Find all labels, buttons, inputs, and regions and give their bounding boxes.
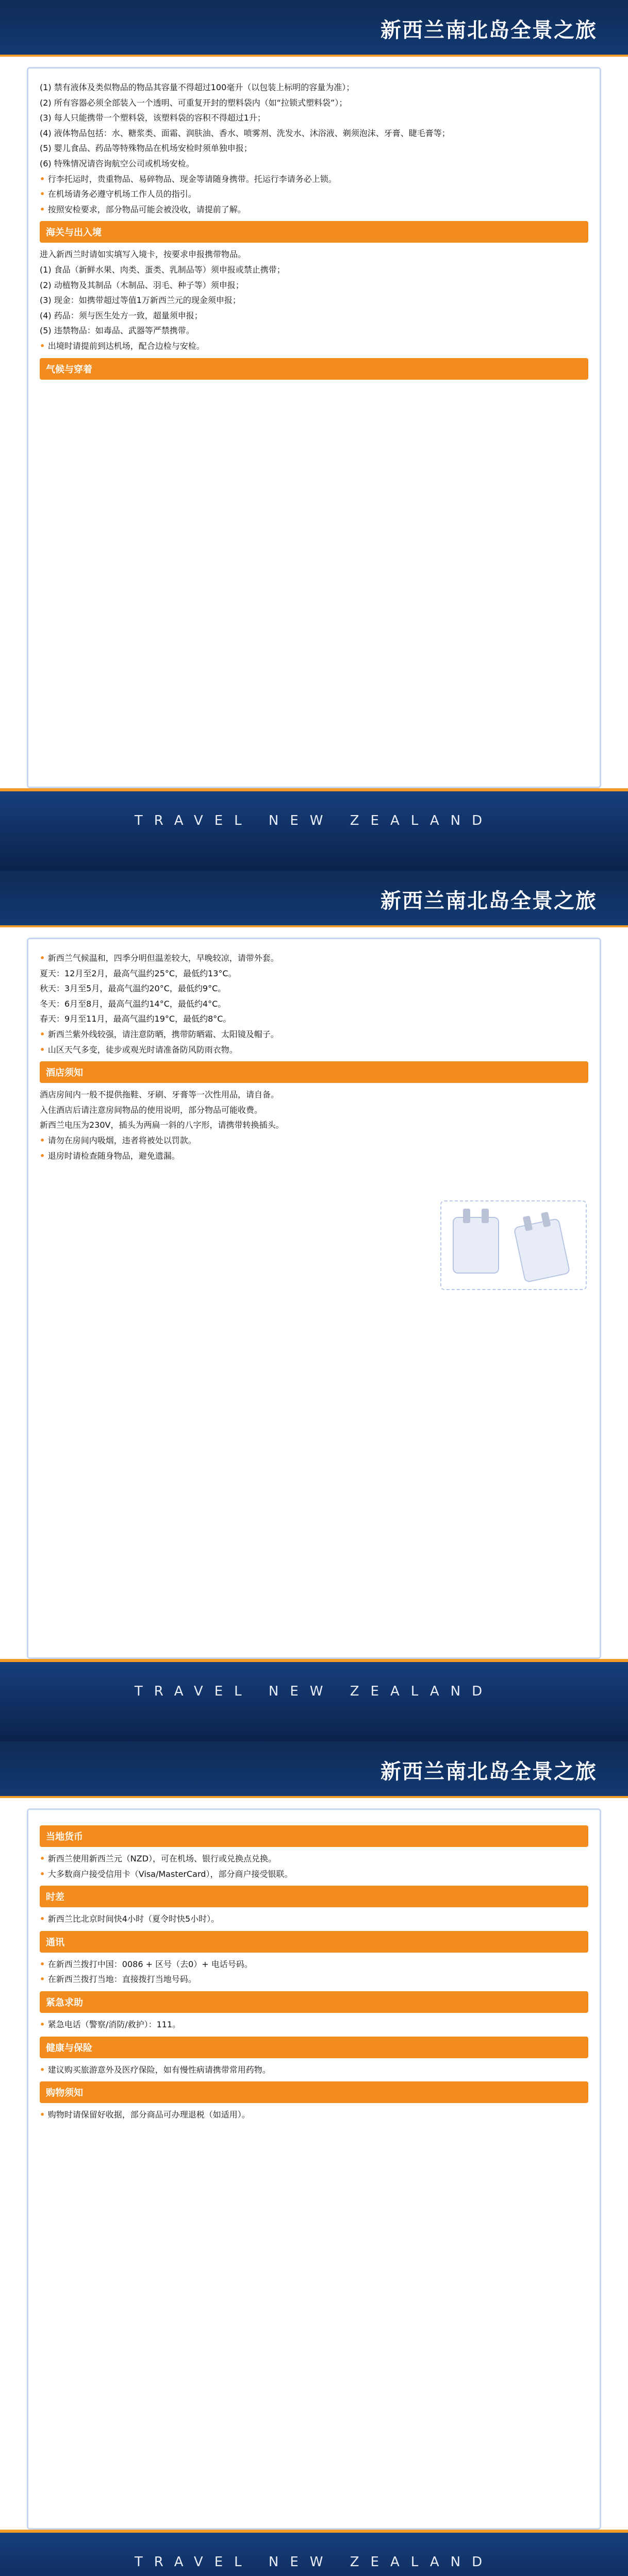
section-title: 时差 bbox=[40, 1886, 588, 1907]
footer-divider bbox=[0, 1659, 628, 1662]
text-line: 进入新西兰时请如实填写入境卡，按要求申报携带物品。 bbox=[40, 249, 246, 260]
bullet-item: • 按照安检要求，部分物品可能会被没收，请提前了解。 bbox=[40, 203, 588, 216]
text-line: (5) 违禁物品：如毒品、武器等严禁携带。 bbox=[40, 326, 194, 336]
banner-header bbox=[0, 1741, 628, 1798]
text-line: (1) 禁有液体及类似物品的物品其容量不得超过100毫升（以包装上标明的容量为准）； bbox=[40, 82, 355, 92]
section-title: 海关与出入境 bbox=[40, 221, 588, 243]
page-title: 新西兰南北岛全景之旅 bbox=[381, 1759, 597, 1784]
bullet-item: • 山区天气多变，徒步或观光时请准备防风防雨衣物。 bbox=[40, 1043, 588, 1057]
text-line: (2) 动植物及其制品（木制品、羽毛、种子等）须申报； bbox=[40, 280, 244, 290]
text-line: 酒店房间内一般不提供拖鞋、牙刷、牙膏等一次性用品，请自备。 bbox=[40, 1090, 279, 1100]
section-title: 气候与穿着 bbox=[40, 358, 588, 380]
plug-icon bbox=[514, 1218, 571, 1283]
text-line: 入住酒店后请注意房间物品的使用说明，部分物品可能收费。 bbox=[40, 1105, 263, 1115]
section-title: 当地货币 bbox=[40, 1825, 588, 1847]
section-title: 紧急求助 bbox=[40, 1991, 588, 2013]
footer-band bbox=[0, 788, 628, 871]
footer-divider bbox=[0, 2530, 628, 2533]
bullet-item: • 新西兰比北京时间快4小时（夏令时快5小时）。 bbox=[40, 1912, 588, 1926]
text-line: (4) 药品：须与医生处方一致，超量须申报； bbox=[40, 310, 203, 320]
page-2 bbox=[0, 871, 628, 1741]
content-panel bbox=[27, 1808, 601, 2530]
plug-pin-icon bbox=[523, 1215, 533, 1231]
text-line: (3) 现金：如携带超过等值1万新西兰元的现金须申报； bbox=[40, 295, 241, 306]
plug-pin-icon bbox=[482, 1209, 489, 1223]
bullet-item: • 在机场请务必遵守机场工作人员的指引。 bbox=[40, 188, 588, 201]
bullet-item: • 出境时请提前到达机场，配合边检与安检。 bbox=[40, 340, 588, 353]
plug-adapter-illustration bbox=[440, 1200, 587, 1290]
text-line: 春天：9月至11月，最高气温约19°C，最低约8°C。 bbox=[40, 1014, 232, 1024]
bullet-item: • 新西兰气候温和，四季分明但温差较大，早晚较凉，请带外套。 bbox=[40, 952, 588, 965]
content-panel bbox=[27, 938, 601, 1659]
bullet-item: • 紧急电话（警察/消防/救护）：111。 bbox=[40, 2018, 588, 2031]
section-title: 购物须知 bbox=[40, 2081, 588, 2103]
section-title: 健康与保险 bbox=[40, 2037, 588, 2058]
bullet-item: • 在新西兰拨打当地：直接拨打当地号码。 bbox=[40, 1973, 588, 1986]
bullet-item: • 新西兰紫外线较强，请注意防晒，携带防晒霜、太阳镜及帽子。 bbox=[40, 1028, 588, 1041]
page-3 bbox=[0, 1741, 628, 2576]
footer-band bbox=[0, 1659, 628, 1741]
text-line: 夏天：12月至2月，最高气温约25°C，最低约13°C。 bbox=[40, 968, 237, 978]
bullet-item: • 请勿在房间内吸烟，违者将被处以罚款。 bbox=[40, 1134, 588, 1147]
text-line: 冬天：6月至8月，最高气温约14°C，最低约4°C。 bbox=[40, 998, 226, 1009]
bullet-item: • 建议购买旅游意外及医疗保险，如有慢性病请携带常用药物。 bbox=[40, 2063, 588, 2077]
banner-header bbox=[0, 871, 628, 927]
bullet-item: • 购物时请保留好收据，部分商品可办理退税（如适用）。 bbox=[40, 2108, 588, 2122]
banner-header bbox=[0, 0, 628, 57]
section-title: 通讯 bbox=[40, 1931, 588, 1953]
plug-icon bbox=[453, 1217, 499, 1274]
footer-divider bbox=[0, 788, 628, 791]
text-line: 秋天：3月至5月，最高气温约20°C，最低约9°C。 bbox=[40, 984, 226, 994]
bullet-item: • 行李托运时，贵重物品、易碎物品、现金等请随身携带。托运行李请务必上锁。 bbox=[40, 173, 588, 186]
text-line: (3) 每人只能携带一个塑料袋，该塑料袋的容积不得超过1升； bbox=[40, 113, 266, 123]
content-panel bbox=[27, 67, 601, 788]
footer-text: TRAVEL NEW ZEALAND bbox=[134, 2554, 494, 2570]
text-line: (6) 特殊情况请咨询航空公司或机场安检。 bbox=[40, 158, 194, 168]
page-title: 新西兰南北岛全景之旅 bbox=[381, 18, 597, 42]
footer-text: TRAVEL NEW ZEALAND bbox=[134, 1684, 494, 1699]
bullet-item: • 在新西兰拨打中国：0086 + 区号（去0）+ 电话号码。 bbox=[40, 1958, 588, 1971]
plug-pin-icon bbox=[541, 1212, 551, 1227]
footer-band bbox=[0, 2530, 628, 2576]
page-1 bbox=[0, 0, 628, 871]
bullet-item: • 退房时请检查随身物品，避免遗漏。 bbox=[40, 1149, 588, 1163]
text-line: (1) 食品（新鲜水果、肉类、蛋类、乳制品等）须申报或禁止携带； bbox=[40, 264, 285, 275]
text-line: (5) 婴儿食品、药品等特殊物品在机场安检时须单独申报； bbox=[40, 143, 252, 154]
section-title: 酒店须知 bbox=[40, 1061, 588, 1083]
bullet-item: • 大多数商户接受信用卡（Visa/MasterCard），部分商户接受银联。 bbox=[40, 1868, 588, 1881]
plug-pin-icon bbox=[463, 1209, 470, 1223]
text-line: 新西兰电压为230V，插头为两扁一斜的八字形，请携带转换插头。 bbox=[40, 1120, 284, 1130]
page-title: 新西兰南北岛全景之旅 bbox=[381, 888, 597, 913]
footer-text: TRAVEL NEW ZEALAND bbox=[134, 813, 494, 828]
text-line: (4) 液体物品包括：水、糖浆类、面霜、润肤油、香水、喷雾剂、洗发水、沐浴液、剃须泡沫、牙膏、睫毛膏等； bbox=[40, 128, 450, 138]
bullet-item: • 新西兰使用新西兰元（NZD），可在机场、银行或兑换点兑换。 bbox=[40, 1852, 588, 1866]
text-line: (2) 所有容器必须全部装入一个透明、可重复开封的塑料袋内（如“拉锁式塑料袋”）； bbox=[40, 97, 348, 108]
